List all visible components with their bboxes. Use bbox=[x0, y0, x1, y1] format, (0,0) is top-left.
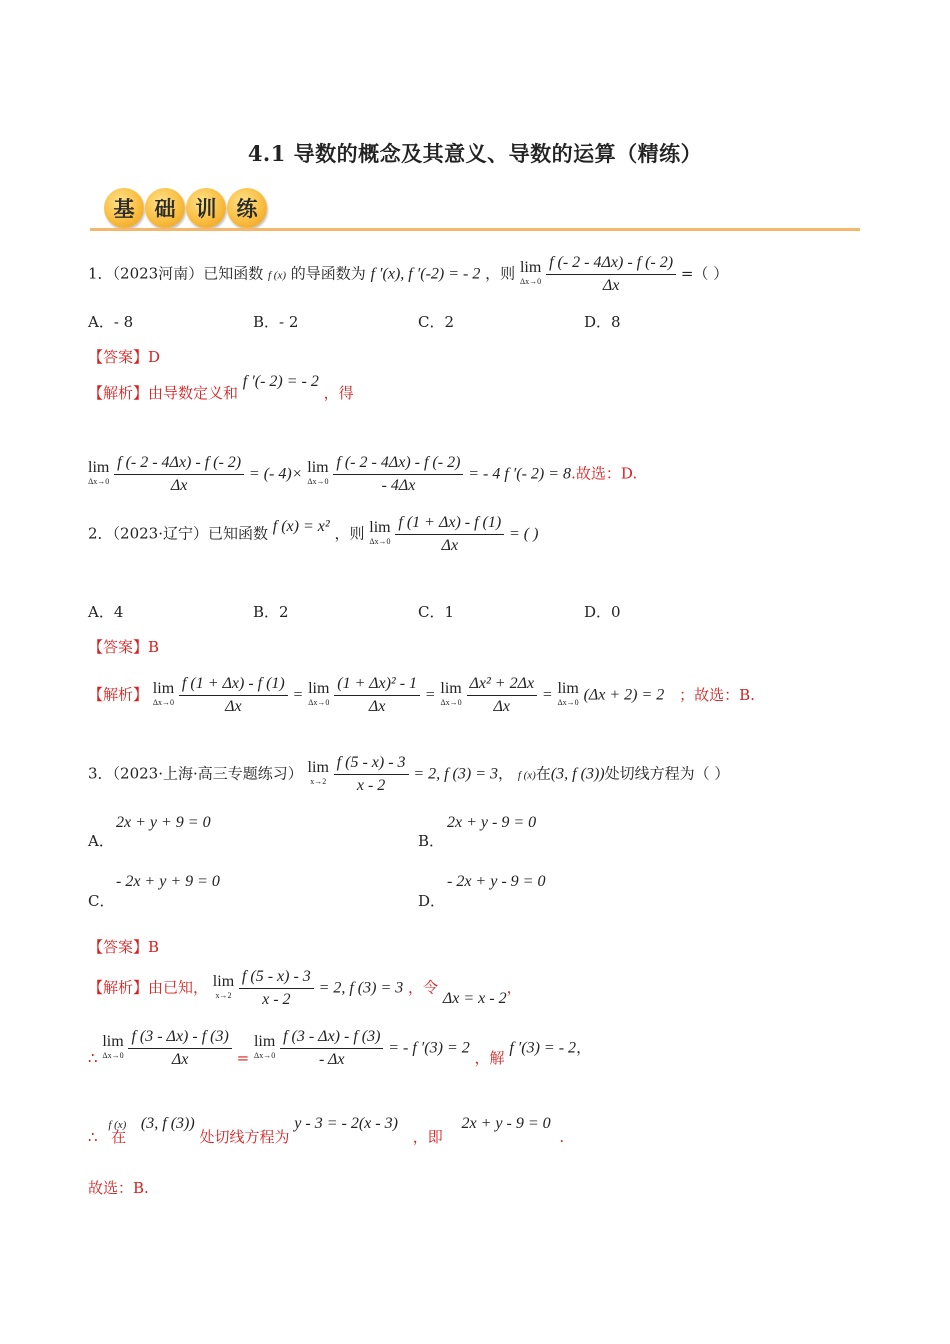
q3-stem-line: 3．（2023·上海·高三专题练习） lim x→2 $\frac{f (5 - x) - 3}{x - 2}$ = 2, f (3) = 3， f (x)在(3, f (3))处切线方程为（ ） bbox=[88, 754, 730, 794]
q1-solution-intro: 【解析】由导数定义和 f ′(- 2) = - 2 ，得 bbox=[88, 373, 354, 402]
q3-stem: 3．（2023·上海·高三专题练习） bbox=[88, 764, 303, 783]
q3-choose: 故选：B. bbox=[88, 1179, 149, 1197]
q3-option-c-label: C． bbox=[88, 892, 115, 910]
q3-option-a-math: 2x + y + 9 = 0 bbox=[116, 814, 211, 831]
q2-option-b: B．2 bbox=[253, 603, 289, 621]
q1-stem-line bbox=[88, 252, 728, 297]
q2-fx: f (x) = x² bbox=[272, 517, 330, 535]
q1-option-c: C．2 bbox=[418, 313, 455, 331]
q3-option-b-label: B． bbox=[418, 832, 445, 850]
q1-fx: f (x) bbox=[268, 269, 287, 282]
banner-char: 练 bbox=[227, 188, 267, 228]
banner-char: 训 bbox=[186, 188, 226, 228]
q3-option-d-math: - 2x + y - 9 = 0 bbox=[447, 873, 546, 890]
lim: lim Δx→0 bbox=[307, 458, 329, 486]
q1-then: ，则 bbox=[485, 264, 516, 283]
lim: lim Δx→0 bbox=[369, 518, 391, 546]
section-divider bbox=[90, 228, 860, 231]
q1-solution-math: lim Δx→0 $\frac{f (- 2 - 4\Delta x) - f (- 2)}{\Delta x}$ = (- 4)× lim Δx→0 $\frac{f (- 2 - 4\Delta x) - f (- 2)}{- 4\Delta x}$ = - 4 f ′(- 2) = 8.故选：D. bbox=[88, 452, 637, 497]
q2-solution: 【解析】 lim Δx→0 $\frac{f (1 + \Delta x) - f (1)}{\Delta x}$ = lim Δx→0 $\frac{\text{(1 + Δx)² - 1}}{\Delta x}$ = lim Δx→0 $\frac{\text{Δx² + 2Δx}}{\Delta x}$ = lim Δx→0 (Δx + 2) = 2 ；故选：B. bbox=[88, 675, 755, 715]
q1-answer: 【答案】D bbox=[88, 348, 161, 366]
q1-fraction: $\frac{f (- 2 - 4\Delta x) - f (- 2)}{\Delta x}$ bbox=[546, 252, 676, 297]
q1-option-d: D．8 bbox=[584, 313, 621, 331]
page-title: 4.1 导数的概念及其意义、导数的运算（精练） bbox=[247, 141, 703, 166]
q1-sol-given: f ′(- 2) = - 2 bbox=[242, 373, 319, 390]
q2-stem: 2．（2023·辽宁）已知函数 bbox=[88, 524, 268, 543]
q3-solution-line2: ∴ lim Δx→0 $\frac{f (3 - \Delta x) - f (3)}{\Delta x}$ = lim Δx→0 $\frac{f (3 - \Delta x) - f (3)}{- \Delta x}$ = - f ′(3) = 2 ，解 f ′(3) = - 2， bbox=[88, 1028, 592, 1068]
q1-tail: =（ ） bbox=[680, 264, 729, 283]
banner-char: 础 bbox=[145, 188, 185, 228]
banner-char: 基 bbox=[104, 188, 144, 228]
q2-answer: 【答案】B bbox=[88, 638, 160, 656]
fraction: $\frac{f (- 2 - 4\Delta x) - f (- 2)}{- 4\Delta x}$ bbox=[333, 452, 463, 497]
q3-option-a-label: A． bbox=[88, 832, 114, 850]
q1-given: f ′(x), f ′(-2) = - 2 bbox=[370, 265, 481, 283]
q3-solution-line3: ∴ f (x) 在 (3, f (3)) 处切线方程为 y - 3 = - 2(x - 3) ，即 2x + y - 9 = 0 . bbox=[88, 1115, 565, 1146]
q1-lim: lim Δx→0 bbox=[519, 258, 542, 286]
q3-solution-line1: 【解析】由已知， lim x→2 $\frac{f (5 - x) - 3}{x - 2}$ = 2, f (3) = 3 ，令 Δx = x - 2， bbox=[88, 968, 522, 1008]
lim: lim Δx→0 bbox=[88, 458, 110, 486]
q2-fraction: $\frac{f (1 + \Delta x) - f (1)}{\Delta x}$ bbox=[395, 512, 504, 557]
q2-option-d: D．0 bbox=[584, 603, 621, 621]
q3-option-c-math: - 2x + y + 9 = 0 bbox=[116, 873, 220, 890]
q1-stem: 1．（2023河南）已知函数 bbox=[88, 264, 264, 283]
q2-option-c: C．1 bbox=[418, 603, 455, 621]
q3-answer: 【答案】B bbox=[88, 938, 160, 956]
q1-option-a: A．- 8 bbox=[88, 313, 134, 331]
fraction: $\frac{f (- 2 - 4\Delta x) - f (- 2)}{\Delta x}$ bbox=[114, 452, 244, 497]
q1-mid: 的导函数为 bbox=[290, 264, 366, 283]
q3-option-b-math: 2x + y - 9 = 0 bbox=[447, 814, 537, 831]
q2-option-a: A．4 bbox=[88, 603, 124, 621]
q1-option-b: B．- 2 bbox=[253, 313, 299, 331]
section-banner bbox=[104, 188, 268, 232]
q3-option-d-label: D． bbox=[418, 892, 446, 910]
q2-stem-line: 2．（2023·辽宁）已知函数 f (x) = x² ，则 lim Δx→0 $\frac{f (1 + \Delta x) - f (1)}{\Delta x}$ = ( ) bbox=[88, 512, 538, 557]
